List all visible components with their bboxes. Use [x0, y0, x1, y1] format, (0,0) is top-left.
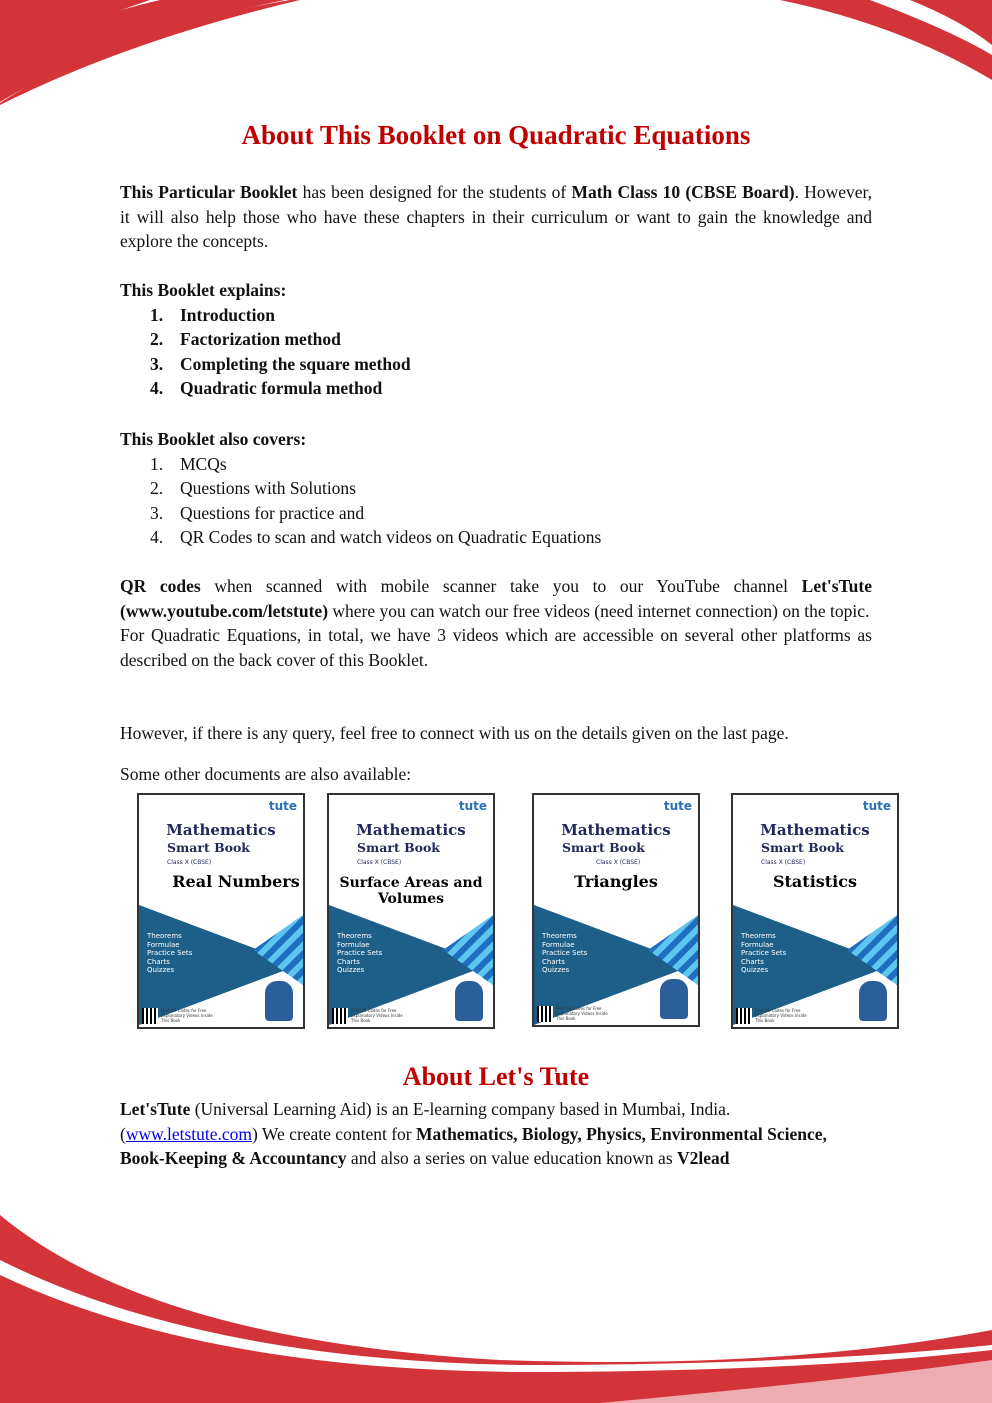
covers-heading: This Booklet also covers: — [120, 429, 307, 449]
book-class: Class X (CBSE) — [761, 859, 806, 866]
feature: Charts — [542, 957, 565, 966]
item-label: Completing the square method — [180, 353, 411, 374]
book-cover-surface-areas[interactable] — [327, 793, 495, 1029]
feature: Formulae — [542, 940, 575, 949]
qr-caption: Find QR Codes for Free Explanatory Videos Inside This Book — [161, 1008, 213, 1023]
item-label: MCQs — [180, 453, 227, 474]
book-topic: Surface Areas and Volumes — [339, 875, 483, 907]
feature-list — [147, 932, 192, 975]
other-docs-label: Some other documents are also available: — [120, 764, 412, 784]
item-label: Questions for practice and — [180, 502, 365, 523]
book-subject: Mathematics — [561, 821, 671, 839]
book-cover-triangles[interactable] — [532, 793, 700, 1027]
intro-bold: This Particular Booklet — [120, 182, 298, 202]
feature: Quizzes — [741, 966, 769, 974]
qr-caption: Find QR Codes for Free Explanatory Videos Inside This Book — [351, 1008, 403, 1023]
feature: Charts — [741, 957, 764, 966]
item-number: 1. — [150, 453, 164, 474]
item-label: Quadratic formula method — [180, 378, 383, 398]
feature: Theorems — [337, 932, 372, 940]
qr-code-icon — [736, 1008, 752, 1024]
feature-list — [542, 932, 587, 975]
student-illustration — [265, 981, 293, 1021]
item-label: Introduction — [180, 304, 275, 325]
tute-logo: tute — [458, 799, 487, 813]
qr-code-icon — [537, 1006, 553, 1022]
qr-paragraph — [120, 574, 872, 672]
page-title: About This Booklet on Quadratic Equations — [241, 120, 751, 150]
about-heading: About Let's Tute — [402, 1062, 590, 1091]
book-topic: Real Numbers — [172, 872, 300, 891]
intro-class: Math Class 10 (CBSE Board) — [571, 182, 795, 202]
item-label: Factorization method — [180, 329, 341, 349]
item-number: 1. — [150, 304, 164, 325]
feature: Formulae — [741, 940, 774, 949]
intro-paragraph — [120, 180, 872, 254]
feature: Practice Sets — [542, 949, 588, 957]
student-illustration — [859, 981, 887, 1021]
tute-logo: tute — [268, 799, 297, 813]
website-link[interactable]: www.letstute.com — [125, 1123, 253, 1144]
book-class: Class X (CBSE) — [357, 859, 402, 866]
book-subject: Mathematics — [356, 821, 466, 839]
book-cover-statistics[interactable] — [731, 793, 899, 1029]
book-class: Class X (CBSE) — [167, 859, 212, 866]
book-series: Smart Book — [167, 840, 250, 855]
list-item — [150, 452, 872, 477]
student-illustration — [660, 979, 688, 1019]
company-name: Let'sTute — [120, 1099, 191, 1119]
feature-list — [337, 932, 382, 975]
feature: Charts — [337, 957, 360, 966]
list-item — [150, 352, 872, 377]
feature: Theorems — [147, 932, 182, 940]
feature: Formulae — [147, 940, 180, 949]
list-item — [150, 327, 872, 352]
list-item — [150, 501, 872, 526]
qr-code-icon — [332, 1008, 348, 1024]
feature: Quizzes — [337, 966, 365, 974]
tute-logo: tute — [663, 799, 692, 813]
tute-logo: tute — [862, 799, 891, 813]
qr-code-icon — [142, 1008, 158, 1024]
feature: Formulae — [337, 940, 370, 949]
book-covers — [137, 793, 902, 1031]
qr-bold: QR codes — [120, 576, 201, 596]
item-number: 3. — [150, 502, 164, 523]
about-text-2: ) We create content for — [252, 1123, 416, 1144]
youtube-channel: Let'sTute (www.youtube.com/letstute) — [120, 576, 872, 621]
feature: Quizzes — [542, 966, 570, 974]
feature: Quizzes — [147, 966, 175, 974]
query-paragraph: However, if there is any query, feel free to connect with us on the details given on the last page. — [120, 723, 789, 743]
about-paragraph — [120, 1097, 872, 1171]
qr-caption: Find QR Codes for Free Explanatory Videos Inside This Book — [755, 1008, 807, 1023]
book-class: Class X (CBSE) — [596, 859, 641, 866]
feature: Charts — [147, 957, 170, 966]
about-text: (Universal Learning Aid) is an E-learning company based in Mumbai, India. — [190, 1099, 731, 1119]
book-topic: Triangles — [574, 872, 658, 891]
qr-text-2: where you can watch our free videos (need internet connection) on the topic. — [328, 600, 870, 621]
videos-paragraph: For Quadratic Equations, in total, we have 3 videos which are accessible on several other platforms as described on the back cover of this Booklet. — [120, 625, 872, 670]
list-item — [150, 376, 872, 401]
qr-caption: Find QR Codes for Free Explanatory Videos Inside This Book — [556, 1006, 608, 1021]
explains-section — [120, 278, 872, 401]
book-series: Smart Book — [761, 840, 844, 855]
list-item — [150, 476, 872, 501]
item-number: 2. — [150, 478, 164, 498]
feature: Practice Sets — [147, 949, 193, 957]
explains-heading: This Booklet explains: — [120, 280, 287, 300]
book-cover-real-numbers[interactable] — [137, 793, 305, 1029]
book-series: Smart Book — [357, 840, 440, 855]
book-subject: Mathematics — [760, 821, 870, 839]
intro-text: has been designed for the students of — [297, 182, 572, 202]
student-illustration — [455, 981, 483, 1021]
feature: Theorems — [741, 932, 776, 940]
book-series: Smart Book — [562, 840, 645, 855]
feature: Practice Sets — [337, 949, 383, 957]
item-number: 4. — [150, 527, 164, 547]
feature: Practice Sets — [741, 949, 787, 957]
feature: Theorems — [542, 932, 577, 940]
item-number: 4. — [150, 378, 164, 398]
subjects: Mathematics, Biology, Physics, Environmental Science, Book-Keeping & Accountancy — [120, 1123, 827, 1168]
list-item — [150, 303, 872, 328]
book-topic: Statistics — [772, 872, 857, 891]
intro-text-2: . However, it will also help those who have these chapters in their curriculum or want to gain the knowledge and explore the concepts. — [120, 182, 873, 251]
qr-text: when scanned with mobile scanner take you to our YouTube channel — [200, 576, 802, 596]
feature-list — [741, 932, 786, 975]
about-text-3: and also a series on value education known as — [346, 1148, 678, 1168]
item-number: 2. — [150, 329, 164, 349]
item-number: 3. — [150, 353, 164, 374]
covers-section — [120, 427, 872, 550]
paren: ( — [120, 1123, 126, 1144]
item-label: QR Codes to scan and watch videos on Quadratic Equations — [180, 527, 602, 547]
list-item — [150, 525, 872, 550]
v2lead: V2lead — [677, 1148, 730, 1168]
book-subject: Mathematics — [166, 821, 276, 839]
item-label: Questions with Solutions — [180, 478, 356, 498]
